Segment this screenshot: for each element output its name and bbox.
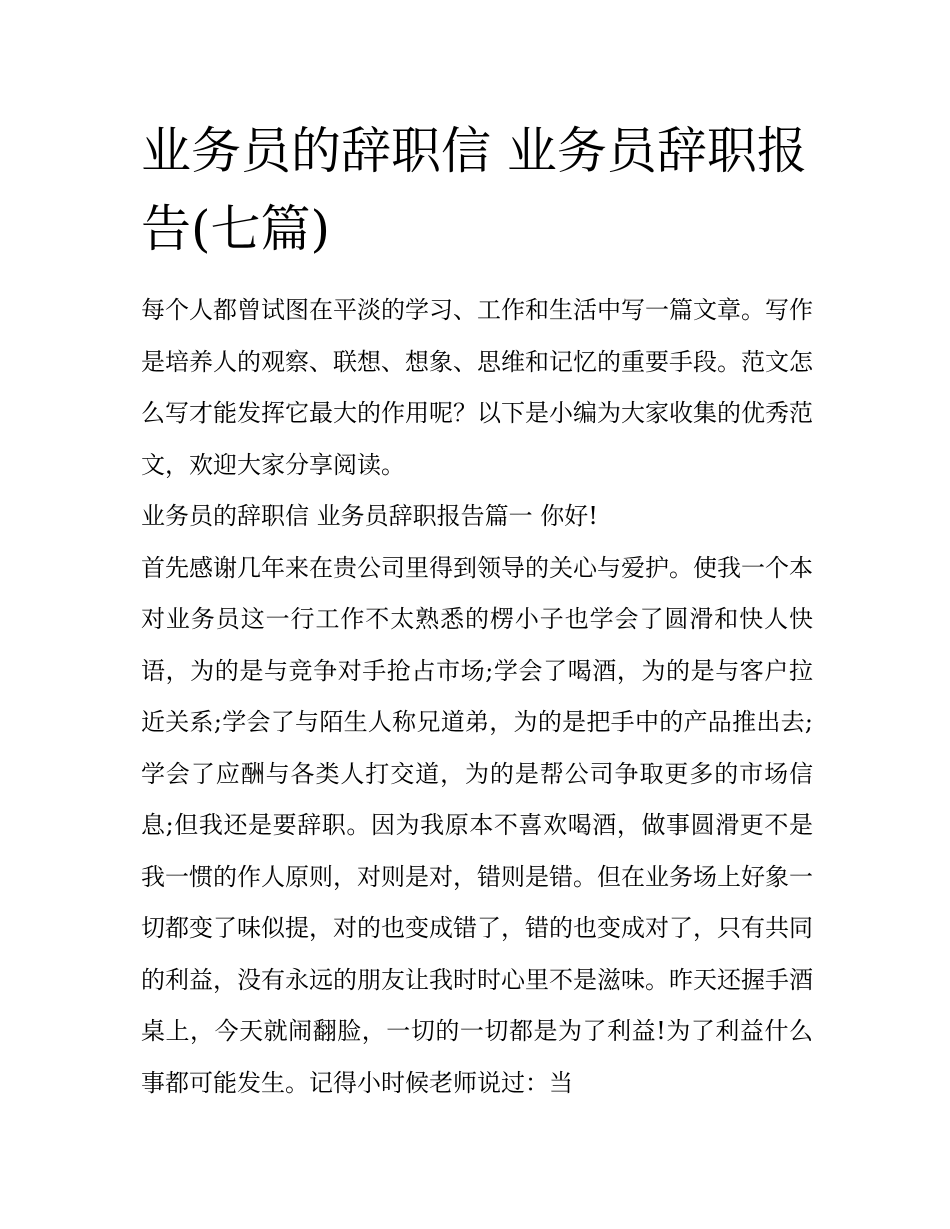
document-content [141, 112, 813, 1109]
letter-body-paragraph: 首先感谢几年来在贵公司里得到领导的关心与爱护。使我一个本对业务员这一行工作不太熟悉的楞小子也学会了圆滑和快人快语，为的是与竞争对手抢占市场;学会了喝酒，为的是与客户拉近关系;学会了与陌生人称兄道弟，为的是把手中的产品推出去;学会了应酬与各类人打交道，为的是帮公司争取更多的市场信息;但我还是要辞职。因为我原本不喜欢喝酒，做事圆滑更不是我一惯的作人原则，对则是对，错则是错。但在业务场上好象一切都变了味似提，对的也变成错了，错的也变成对了，只有共同的利益，没有永远的朋友让我时时心里不是滋味。昨天还握手酒桌上，今天就闹翻脸，一切的一切都是为了利益!为了利益什么事都可能发生。记得小时候老师说过：当 [141, 553, 813, 1097]
section-heading-line: 业务员的辞职信 业务员辞职报告篇一 你好! [141, 502, 598, 530]
intro-paragraph: 每个人都曾试图在平淡的学习、工作和生活中写一篇文章。写作是培养人的观察、联想、想象、思维和记忆的重要手段。范文怎么写才能发挥它最大的作用呢？以下是小编为大家收集的优秀范文，欢迎大家分享阅读。 [141, 296, 813, 479]
document-body [141, 285, 813, 1109]
document-title: 业务员的辞职信 业务员辞职报告(七篇) [141, 122, 807, 258]
